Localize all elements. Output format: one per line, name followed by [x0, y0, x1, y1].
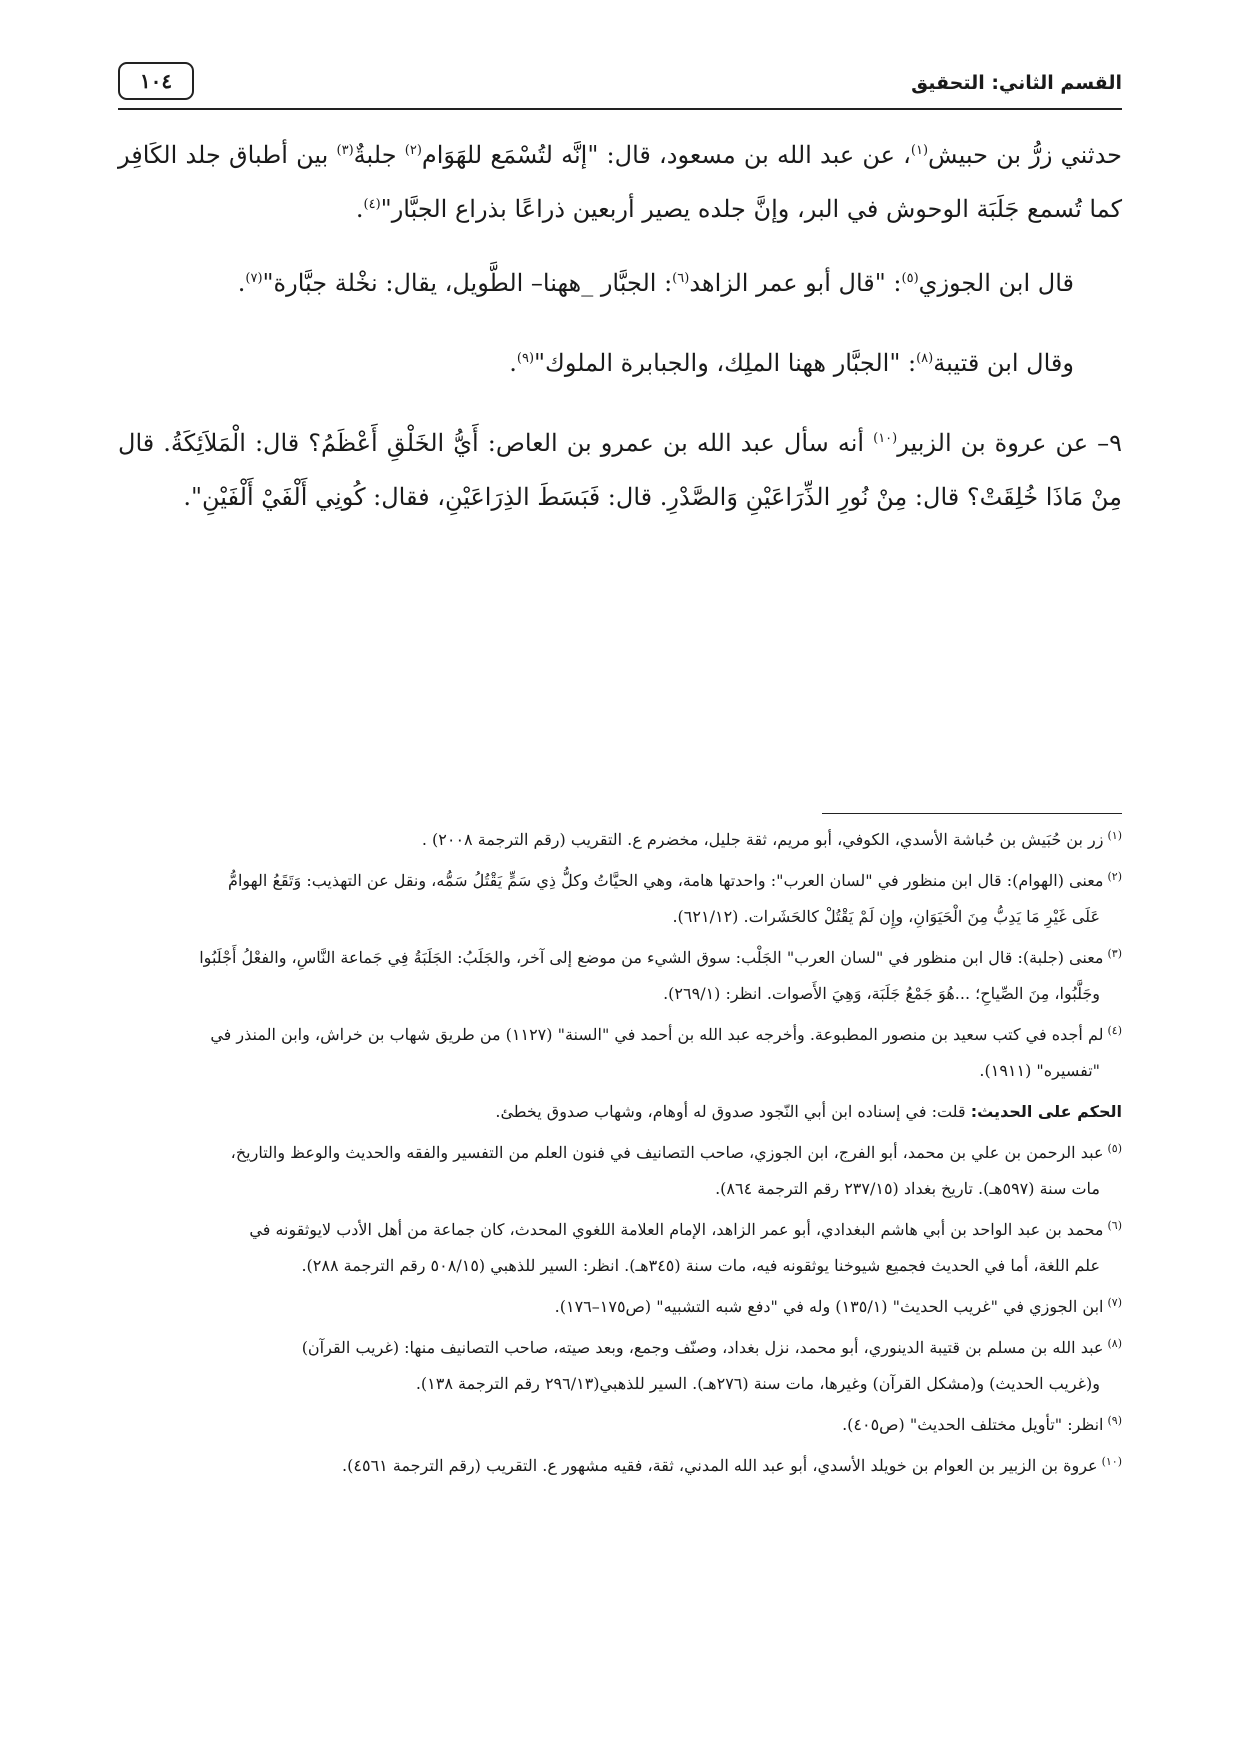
footnote-number: (٥) [1107, 1141, 1122, 1155]
footnote-9 [118, 1407, 1122, 1443]
text-run: . [509, 349, 517, 377]
footnote-ref: (٩) [516, 351, 535, 366]
footnote-number: (٢) [1107, 869, 1122, 883]
footnote-text: محمد بن عبد الواحد بن أبي هاشم البغدادي، أبو عمر الزاهد، الإمام العلامة اللغوي المحدث، كان جماعة من أهل الأدب لايوثقونه في [249, 1220, 1104, 1239]
footnote-8 [118, 1330, 1122, 1402]
paragraph-ibn-qutayba [118, 336, 1122, 390]
text-run: : الجبَّار _ههنا– الطَّويل، يقال: نخْلة جبَّارة" [262, 269, 673, 297]
footnote-number: (٣) [1107, 946, 1122, 960]
footnote-7 [118, 1289, 1122, 1325]
main-text [118, 128, 1122, 524]
footnote-ref: (١٠) [873, 431, 898, 446]
footnote-ref: (٦) [672, 271, 690, 286]
footnote-number: (٦) [1107, 1218, 1122, 1232]
footnote-continuation: و(غريب الحديث) و(مشكل القرآن) وغيرها، مات سنة (٢٧٦هـ). السير للذهبي(٢٩٦/١٣ رقم الترجمة ١٣٨). [415, 1374, 1100, 1393]
footnote-1 [118, 822, 1122, 858]
text-run: : "قال أبو عمر الزاهد [689, 269, 902, 297]
running-head: القسم الثاني: التحقيق [911, 72, 1122, 94]
footnote-number: (٩) [1107, 1413, 1122, 1427]
text-run: . [355, 195, 364, 223]
footnote-4 [118, 1017, 1122, 1089]
footnote-ref: (٣) [336, 143, 354, 158]
footnote-number: (١) [1107, 828, 1122, 842]
paragraph-hadith-8 [118, 128, 1122, 236]
page-header [118, 60, 1122, 108]
text-run: ٩– عن عروة بن الزبير [897, 429, 1122, 457]
footnote-continuation: وجَلَّبُوا، مِنَ الصِّياحِ؛ ...هُوَ جَمْعُ جَلَبَة، وَهِيَ الأَصوات. انظر: (٢٦٩/١). [663, 984, 1100, 1003]
paragraph-ibn-jawzi [118, 256, 1122, 310]
footnote-3 [118, 940, 1122, 1012]
text-run: وقال ابن قتيبة [933, 349, 1074, 377]
footnote-6 [118, 1212, 1122, 1284]
footnote-text: معنى (الهوام): قال ابن منظور في "لسان العرب": واحدتها هامة، وهي الحيَّاتُ وكلُّ ذِي سَمٍّ يَقْتُلُ سَمُّه، ونقل عن التهذيب: وَتَقَعُ الهوامُّ [228, 871, 1104, 890]
footnote-number: (٧) [1107, 1295, 1122, 1309]
footnote-5 [118, 1135, 1122, 1207]
text-run: بين أطباق جلد الكَافِر كما تُسمع جَلَبَة الوحوش في البر، وإنَّ جلده يصير أربعين ذراعًا بذراع الجبَّار" [118, 141, 1122, 223]
footnote-number: (٨) [1107, 1336, 1122, 1350]
hadith-ruling [118, 1094, 1122, 1130]
ruling-text: قلت: في إسناده ابن أبي النّجود صدوق له أوهام، وشهاب صدوق يخطئ. [495, 1102, 971, 1121]
footnote-continuation: "تفسيره" (١٩١١). [979, 1061, 1100, 1080]
header-rule [118, 108, 1122, 110]
footnote-text: عروة بن الزبير بن العوام بن خويلد الأسدي، أبو عبد الله المدني، ثقة، فقيه مشهور ع. التقريب (رقم الترجمة ٤٥٦١). [342, 1456, 1098, 1475]
text-run: قال ابن الجوزي [918, 269, 1074, 297]
footnote-ref: (١) [910, 143, 929, 158]
footnote-separator [822, 813, 1122, 814]
footnote-ref: (٧) [245, 271, 263, 286]
footnote-text: انظر: "تأويل مختلف الحديث" (ص٤٠٥). [842, 1415, 1104, 1434]
footnote-text: زر بن حُبَيش بن حُباشة الأسدي، الكوفي، أبو مريم، ثقة جليل، مخضرم ع. التقريب (رقم الترجمة ٢٠٠٨) . [421, 830, 1104, 849]
text-run: ، عن عبد الله بن مسعود، قال: "إنَّه لتُسْمَع للهَوَام [421, 141, 911, 169]
footnote-text: ابن الجوزي في "غريب الحديث" (١٣٥/١) وله في "دفع شبه التشبيه" (ص١٧٥–١٧٦). [554, 1297, 1104, 1316]
text-run: : "الجبَّار ههنا الملِك، والجبابرة الملوك" [534, 349, 917, 377]
footnote-ref: (٥) [901, 271, 919, 286]
footnote-number: (١٠) [1101, 1454, 1122, 1468]
page-number-box [118, 62, 194, 100]
footnote-continuation: علم اللغة، أما في الحديث فجميع شيوخنا يوثقونه فيه، مات سنة (٣٤٥هـ). انظر: السير للذهبي (٥٠٨/١٥ رقم الترجمة ٢٨٨). [301, 1256, 1100, 1275]
footnotes-section [118, 822, 1122, 1489]
footnote-text: معنى (جلبة): قال ابن منظور في "لسان العرب" الجَلْب: سوق الشيء من موضع إلى آخر، والجَلَبُ: الجَلَبَةُ فِي جَماعة النَّاسِ، والفعْلُ أَجْلَبُوا [199, 948, 1104, 967]
footnote-ref: (٢) [404, 143, 422, 158]
footnote-ref: (٨) [916, 351, 934, 366]
paragraph-hadith-9 [118, 416, 1122, 524]
text-run: جلبةٌ [353, 141, 405, 169]
page-number: ١٠٤ [139, 69, 173, 93]
footnote-text: عبد الله بن مسلم بن قتيبة الدينوري، أبو محمد، نزل بغداد، وصنّف وجمع، وبعد صيته، صاحب التصانيف منها: (غريب القرآن) [301, 1338, 1104, 1357]
footnote-text: لم أجده في كتب سعيد بن منصور المطبوعة. وأخرجه عبد الله بن أحمد في "السنة" (١١٢٧) من طريق شهاب بن خراش، وابن المنذر في [210, 1025, 1104, 1044]
text-run: أنه سأل عبد الله بن عمرو بن العاص: أَيُّ الخَلْقِ أَعْظَمُ؟ قال: الْمَلاَئِكَةُ. قال مِنْ مَاذَا خُلِقَتْ؟ قال: مِنْ نُورِ الذِّرَاعَيْنِ وَالصَّدْرِ. قال: فَبَسَطَ الذِرَاعَيْنِ، فقال: كُونِي أَلْفَيْ أَلْفَيْنِ". [118, 429, 1122, 511]
ruling-label: الحكم على الحديث: [970, 1102, 1122, 1121]
footnote-continuation: مات سنة (٥٩٧هـ). تاريخ بغداد (٢٣٧/١٥ رقم الترجمة ٨٦٤). [715, 1179, 1100, 1198]
footnote-text: عبد الرحمن بن علي بن محمد، أبو الفرج، ابن الجوزي، صاحب التصانيف في فنون العلم من التفسير والفقه والحديث والوعظ والتاريخ، [230, 1143, 1104, 1162]
footnote-number: (٤) [1107, 1023, 1122, 1037]
footnote-10 [118, 1448, 1122, 1484]
footnote-continuation: عَلَى غَيْرِ مَا يَدِبُّ مِنَ الْحَيَوَانِ، وإِن لَمْ يَقْتُلْ كالحَشَرات. (٦٢١/١٢). [672, 907, 1100, 926]
footnote-ref: (٤) [363, 197, 381, 212]
text-run: . [237, 269, 246, 297]
text-run: حدثني زرُّ بن حبيش [928, 141, 1123, 169]
footnote-2 [118, 863, 1122, 935]
